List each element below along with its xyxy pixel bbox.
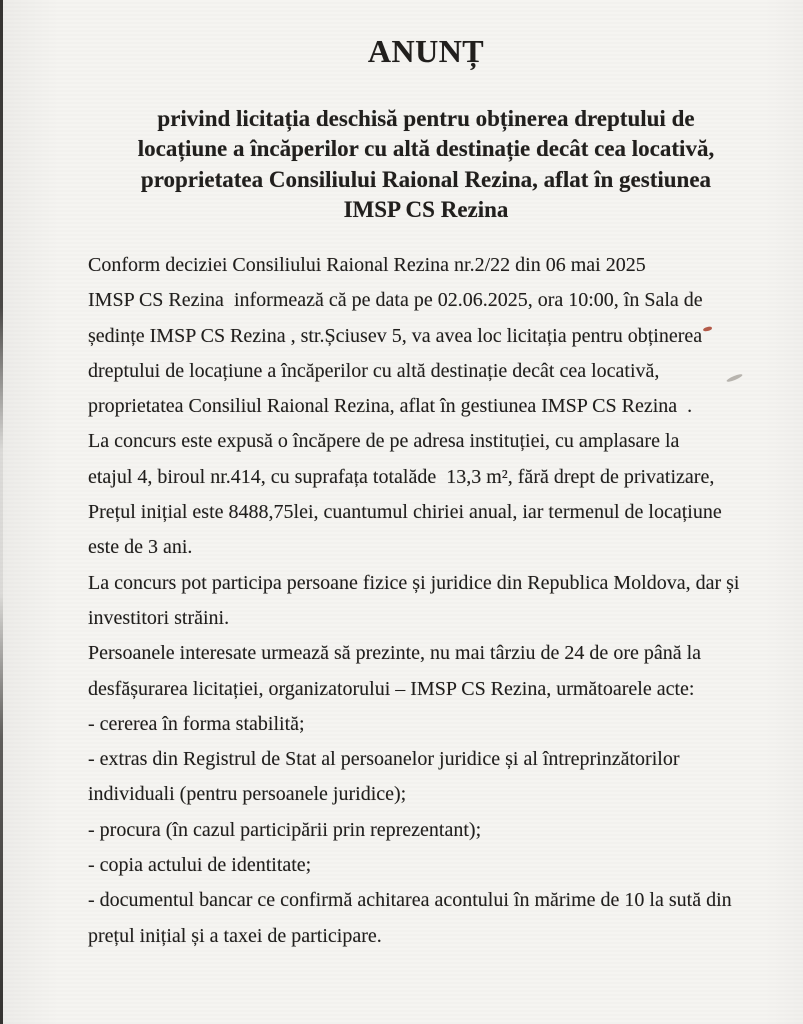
body-line-17: - procura (în cazul participării prin reprezentant); bbox=[88, 818, 482, 841]
body-line-1: Conform deciziei Consiliului Raional Rezina nr.2/22 din 06 mai 2025 bbox=[88, 254, 646, 276]
body-line-13: desfășurarea licitației, organizatorului – IMSP CS Rezina, următoarele acte: bbox=[88, 677, 695, 700]
subtitle-line-2: locațiune a încăperilor cu altă destinație decât cea locativă, bbox=[137, 136, 715, 162]
body-line-8: Prețul inițial este 8488,75lei, cuantumul chiriei anual, iar termenul de locațiune bbox=[88, 501, 722, 524]
body-line-18: - copia actului de identitate; bbox=[88, 854, 312, 877]
body-line-4: dreptului de locațiune a încăperilor cu altă destinație decât cea locativă, bbox=[88, 359, 660, 382]
document-body bbox=[88, 248, 778, 954]
body-line-9: este de 3 ani. bbox=[88, 536, 193, 559]
body-line-14: - cererea în forma stabilită; bbox=[88, 712, 305, 735]
subtitle-line-1: privind licitația deschisă pentru obținerea dreptului de bbox=[157, 106, 695, 131]
subtitle-line-3: proprietatea Consiliului Raional Rezina, aflat în gestiunea bbox=[140, 166, 712, 192]
body-line-10: La concurs pot participa persoane fizice și juridice din Republica Moldova, dar și bbox=[88, 571, 740, 594]
document-title: ANUNȚ bbox=[367, 33, 485, 69]
body-line-6: La concurs este expusă o încăpere de pe adresa instituției, cu amplasare la bbox=[88, 430, 680, 453]
document-subtitle bbox=[78, 104, 774, 225]
body-line-3: ședințe IMSP CS Rezina , str.Șciusev 5, va avea loc licitația pentru obținerea bbox=[88, 324, 703, 347]
scan-edge-shadow bbox=[0, 0, 3, 1024]
body-line-20: prețul inițial și a taxei de participare. bbox=[88, 924, 382, 947]
body-line-5: proprietatea Consiliul Raional Rezina, aflat în gestiunea IMSP CS Rezina . bbox=[88, 395, 693, 418]
body-line-19: - documentul bancar ce confirmă achitarea acontului în mărime de 10 la sută din bbox=[88, 889, 732, 912]
body-line-12: Persoanele interesate urmează să prezinte, nu mai târziu de 24 de ore până la bbox=[88, 642, 702, 665]
body-line-7: etajul 4, biroul nr.414, cu suprafața totalăde 13,3 m², fără drept de privatizare, bbox=[88, 465, 715, 488]
subtitle-line-4: IMSP CS Rezina bbox=[343, 196, 509, 222]
body-line-16: individuali (pentru persoanele juridice); bbox=[88, 783, 407, 806]
body-line-11: investitori străini. bbox=[88, 606, 230, 629]
body-line-2: IMSP CS Rezina informează că pe data pe 02.06.2025, ora 10:00, în Sala de bbox=[88, 289, 703, 312]
body-line-15: - extras din Registrul de Stat al persoanelor juridice și al întreprinzătorilor bbox=[88, 748, 680, 771]
